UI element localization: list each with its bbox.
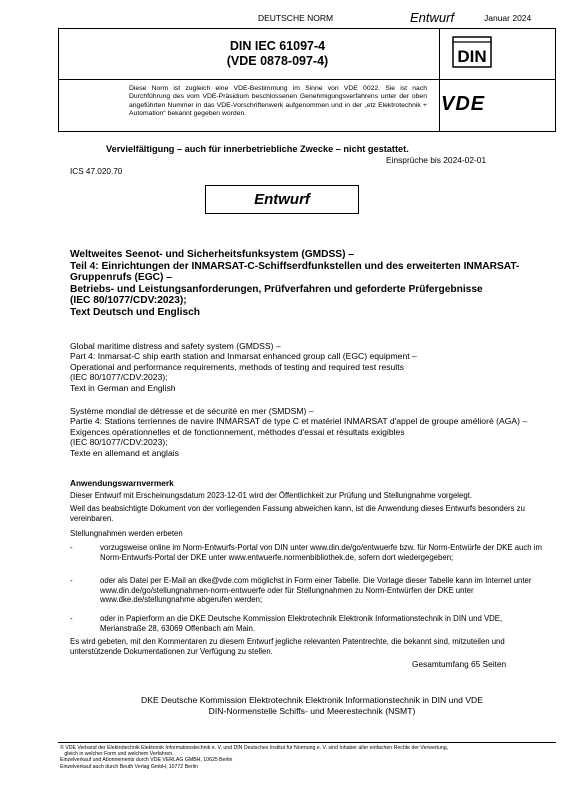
title-fr-line: Exigences opérationnelles et de fonctionnement, méthodes d'essai et résultats exigibles [70, 426, 405, 437]
header-box [58, 28, 556, 132]
title-de-line: Weltweites Seenot- und Sicherheitsfunksystem (GMDSS) – [70, 249, 354, 260]
list-item-text: oder als Datei per E-Mail an dke@vde.com möglichst in Form einer Tabelle. Die Vorlage dieser Tabelle kann im Internet unter www.din.de/go/stellungnahmen-norm-entwuerfe oder für Stellungnahmen zu Norm-Entwürfen der DKE unter www.dke.de/stellungnahme abgerufen werden; [100, 576, 532, 605]
committee-line: DIN-Normenstelle Schiffs- und Meerestechnik (NSMT) [208, 706, 416, 716]
committee-info [70, 695, 554, 717]
draft-label: Entwurf [410, 10, 455, 25]
list-item-text: oder in Papierform an die DKE Deutsche Kommission Elektrotechnik Elektronik Informationstechnik in DIN und VDE, Merianstraße 28, 63069 Offenbach am Main. [100, 614, 503, 633]
issue-date: Januar 2024 [484, 13, 532, 23]
footer-divider [58, 742, 556, 743]
committee-line: DKE Deutsche Kommission Elektrotechnik Elektronik Informationstechnik in DIN und VDE [141, 695, 483, 705]
vde-logo: VDE [441, 93, 486, 115]
warning-text: Weil das beabsichtigte Dokument von der vorliegenden Fassung abweichen kann, ist die Anwendung dieses Entwurfs besonders zu vereinbaren. [70, 504, 525, 523]
title-english [70, 341, 560, 393]
title-en-line: Text in German and English [70, 382, 176, 393]
title-french [70, 406, 560, 458]
footer-line: Einzelverkauf und Abonnements durch VDE VERLAG GMBH, 10625 Berlin [60, 757, 233, 764]
copy-restriction-note: Vervielfältigung – auch für innerbetriebliche Zwecke – nicht gestattet. [106, 144, 409, 154]
title-fr-line: Partie 4: Stations terriennes de navire INMARSAT de type C et matériel INMARSAT d'appel de groupe amélioré (AGA) – [70, 416, 528, 427]
standard-number-din: DIN IEC 61097-4 [229, 39, 326, 53]
title-fr-line: Texte en allemand et anglais [70, 447, 179, 458]
list-item-text: vorzugsweise online im Norm-Entwurfs-Portal von DIN unter www.din.de/go/entwuerfe bzw. für Norm-Entwürfe der DKE auch im Norm-Entwurfs-Portal der DKE unter www.entwuerfe.normenbibliothek.de, sofern dort wiedergegeben; [100, 543, 542, 562]
din-logo-text: DIN [457, 47, 487, 66]
title-en-line: Part 4: Inmarsat-C ship earth station and Inmarsat enhanced group call (EGC) equipment – [70, 351, 417, 362]
list-item: - oder als Datei per E-Mail an dke@vde.com möglichst in Form einer Tabelle. Die Vorlage dieser Tabelle kann im Internet unter www.din.de/go/stellungnahmen-norm-entwuerfe oder für Stellungnahmen zu Norm-Entwürfen der DKE unter www.dke.de/stellungnahme abgerufen werden; [70, 576, 550, 605]
title-de-line: Betriebs- und Leistungsanforderungen, Prüfverfahren und geforderte Prüfergebnisse [70, 283, 483, 295]
title-de-line: (IEC 80/1077/CDV:2023); [70, 295, 187, 307]
copyright-footer [60, 745, 555, 770]
title-en-line: Global maritime distress and safety system (GMDSS) – [70, 341, 281, 351]
title-german [70, 249, 560, 319]
title-en-line: Operational and performance requirements, methods of testing and required test results [70, 361, 404, 372]
patent-note: Es wird gebeten, mit den Kommentaren zu diesem Entwurf jegliche relevanten Patentrechte, die bekannt sind, mitzuteilen und unterstützende Dokumentationen zur Verfügung zu stellen. [70, 637, 505, 656]
din-logo [452, 36, 492, 68]
title-de-line: Text Deutsch und Englisch [70, 306, 200, 318]
standard-number-vde: (VDE 0878-097-4) [226, 54, 329, 68]
objection-deadline: Einsprüche bis 2024-02-01 [386, 155, 487, 165]
total-pages: Gesamtumfang 65 Seiten [412, 659, 507, 669]
footer-line: Einzelverkauf auch durch Beuth Verlag GmbH, 10772 Berlin [60, 763, 198, 770]
warning-heading: Anwendungswarnvermerk [70, 478, 174, 488]
title-en-line: (IEC 80/1077/CDV:2023); [70, 372, 168, 383]
norm-type-label: DEUTSCHE NORM [258, 13, 334, 23]
title-de-line: Teil 4: Einrichtungen der INMARSAT-C-Schiffserdfunkstellen und des erweiterten INMARSAT-Gruppenrufs (EGC) – [70, 260, 520, 284]
comments-intro: Stellungnahmen werden erbeten [70, 529, 183, 538]
draft-box: Entwurf [205, 185, 359, 214]
footer-line: gleich in welcher Form und welchem Verfahren. [60, 751, 174, 758]
list-item: - oder in Papierform an die DKE Deutsche Kommission Elektrotechnik Elektronik Informationstechnik in DIN und VDE, Merianstraße 28, 63069 Offenbach am Main. [70, 614, 550, 633]
title-fr-line: Système mondial de détresse et de sécurité en mer (SMDSM) – [70, 406, 314, 416]
ics-code: ICS 47.020.70 [70, 167, 123, 176]
standard-number [129, 39, 426, 69]
footer-line: © VDE Verband der Elektrotechnik Elektronik Informationstechnik e. V. und DIN Deutsches Institut für Normung e. V. sind Inhaber aller einfachen Rechte der Verwertung, [60, 745, 449, 751]
vde-note: Diese Norm ist zugleich eine VDE-Bestimmung im Sinne von VDE 0022. Sie ist nach Durchführung des vom VDE-Präsidium beschlossenen Genehmigungsverfahrens unter der oben angeführten Nummer in das VDE-Vorschriftenwerk aufgenommen und in der „etz Elektrotechnik + Automation“ bekannt gegeben worden. [129, 85, 427, 117]
title-fr-line: (IEC 80/1077/CDV:2023); [70, 437, 168, 448]
warning-text: Dieser Entwurf mit Erscheinungsdatum 2023-12-01 wird der Öffentlichkeit zur Prüfung und Stellungnahme vorgelegt. [70, 491, 473, 500]
list-item: - vorzugsweise online im Norm-Entwurfs-Portal von DIN unter www.din.de/go/entwuerfe bzw. für Norm-Entwürfe der DKE auch im Norm-Entwurfs-Portal der DKE unter www.entwuerfe.normenbibliothek.de, sofern dort wiedergegeben; [70, 543, 550, 562]
